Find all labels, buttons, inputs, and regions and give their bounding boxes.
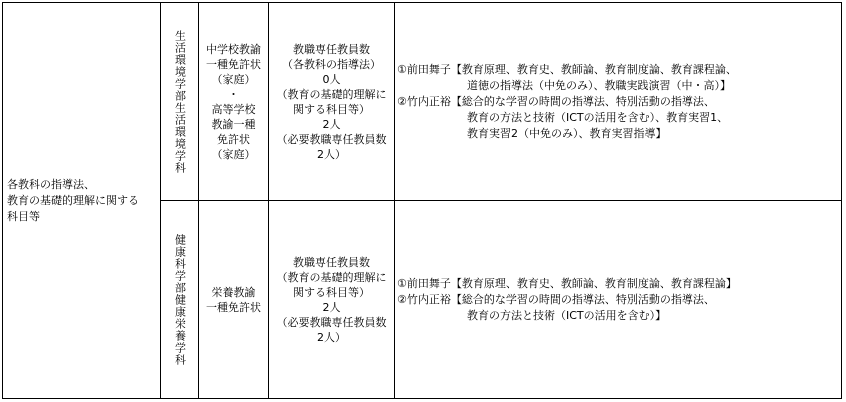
license-line: （家庭）	[211, 147, 256, 161]
staff-line: 0人	[322, 72, 341, 86]
staff-line: （必要教職専任教員数	[276, 315, 387, 329]
license-line: 一種免許状	[206, 300, 261, 314]
detail-line: ②竹内正裕【総合的な学習の時間の指導法、特別活動の指導法、	[397, 292, 715, 306]
license-line: 中学校教諭	[206, 42, 261, 56]
subject-cell	[3, 3, 161, 399]
department-cell	[161, 201, 199, 399]
detail-cell	[395, 201, 842, 399]
staff-line: （教育の基礎的理解に	[276, 270, 387, 284]
detail-line: 教育の方法と技術（ICTの活用を含む）、教育実習1、	[467, 110, 729, 124]
staff-line: 2人	[322, 300, 341, 314]
license-line: 高等学校	[211, 102, 256, 116]
detail-line: ①前田舞子【教育原理、教育史、教師論、教育制度論、教育課程論】	[397, 276, 737, 290]
staff-cell	[269, 201, 395, 399]
license-line: 一種免許状	[206, 57, 261, 71]
table-row	[3, 3, 842, 201]
license-line: 免許状	[217, 132, 250, 146]
license-line: （家庭）	[211, 72, 256, 86]
department-name: 生活環境学部生活環境学科	[173, 29, 187, 174]
faculty-table	[2, 2, 842, 399]
staff-line: 2人）	[317, 330, 346, 344]
license-cell	[199, 3, 269, 201]
department-name: 健康科学部健康栄養学科	[173, 233, 187, 366]
detail-line: 教育の方法と技術（ICTの活用を含む）】	[467, 308, 667, 322]
staff-line: 教職専任教員数	[293, 255, 370, 269]
staff-cell	[269, 3, 395, 201]
license-line: 教諭一種	[211, 117, 256, 131]
subject-line: 各教科の指導法、	[7, 177, 95, 191]
staff-line: （必要教職専任教員数	[276, 132, 387, 146]
detail-line: ①前田舞子【教育原理、教育史、教師論、教育制度論、教育課程論、	[397, 62, 737, 76]
staff-line: （教育の基礎的理解に	[276, 87, 387, 101]
subject-line: 科目等	[7, 209, 40, 223]
license-cell	[199, 201, 269, 399]
subject-line: 教育の基礎的理解に関する	[7, 193, 139, 207]
detail-line: 道徳の指導法（中免のみ）、教職実践演習（中・高）】	[467, 78, 731, 92]
staff-line: 2人	[322, 117, 341, 131]
department-cell	[161, 3, 199, 201]
detail-cell	[395, 3, 842, 201]
staff-line: 関する科目等）	[293, 285, 370, 299]
staff-line: （各教科の指導法）	[282, 57, 381, 71]
license-line: 栄養教諭	[211, 285, 256, 299]
staff-line: 関する科目等）	[293, 102, 370, 116]
staff-line: 教職専任教員数	[293, 42, 370, 56]
staff-line: 2人）	[317, 147, 346, 161]
license-line: ・	[228, 87, 239, 101]
detail-line: 教育実習2（中免のみ）、教育実習指導】	[467, 126, 667, 140]
detail-line: ②竹内正裕【総合的な学習の時間の指導法、特別活動の指導法、	[397, 94, 715, 108]
